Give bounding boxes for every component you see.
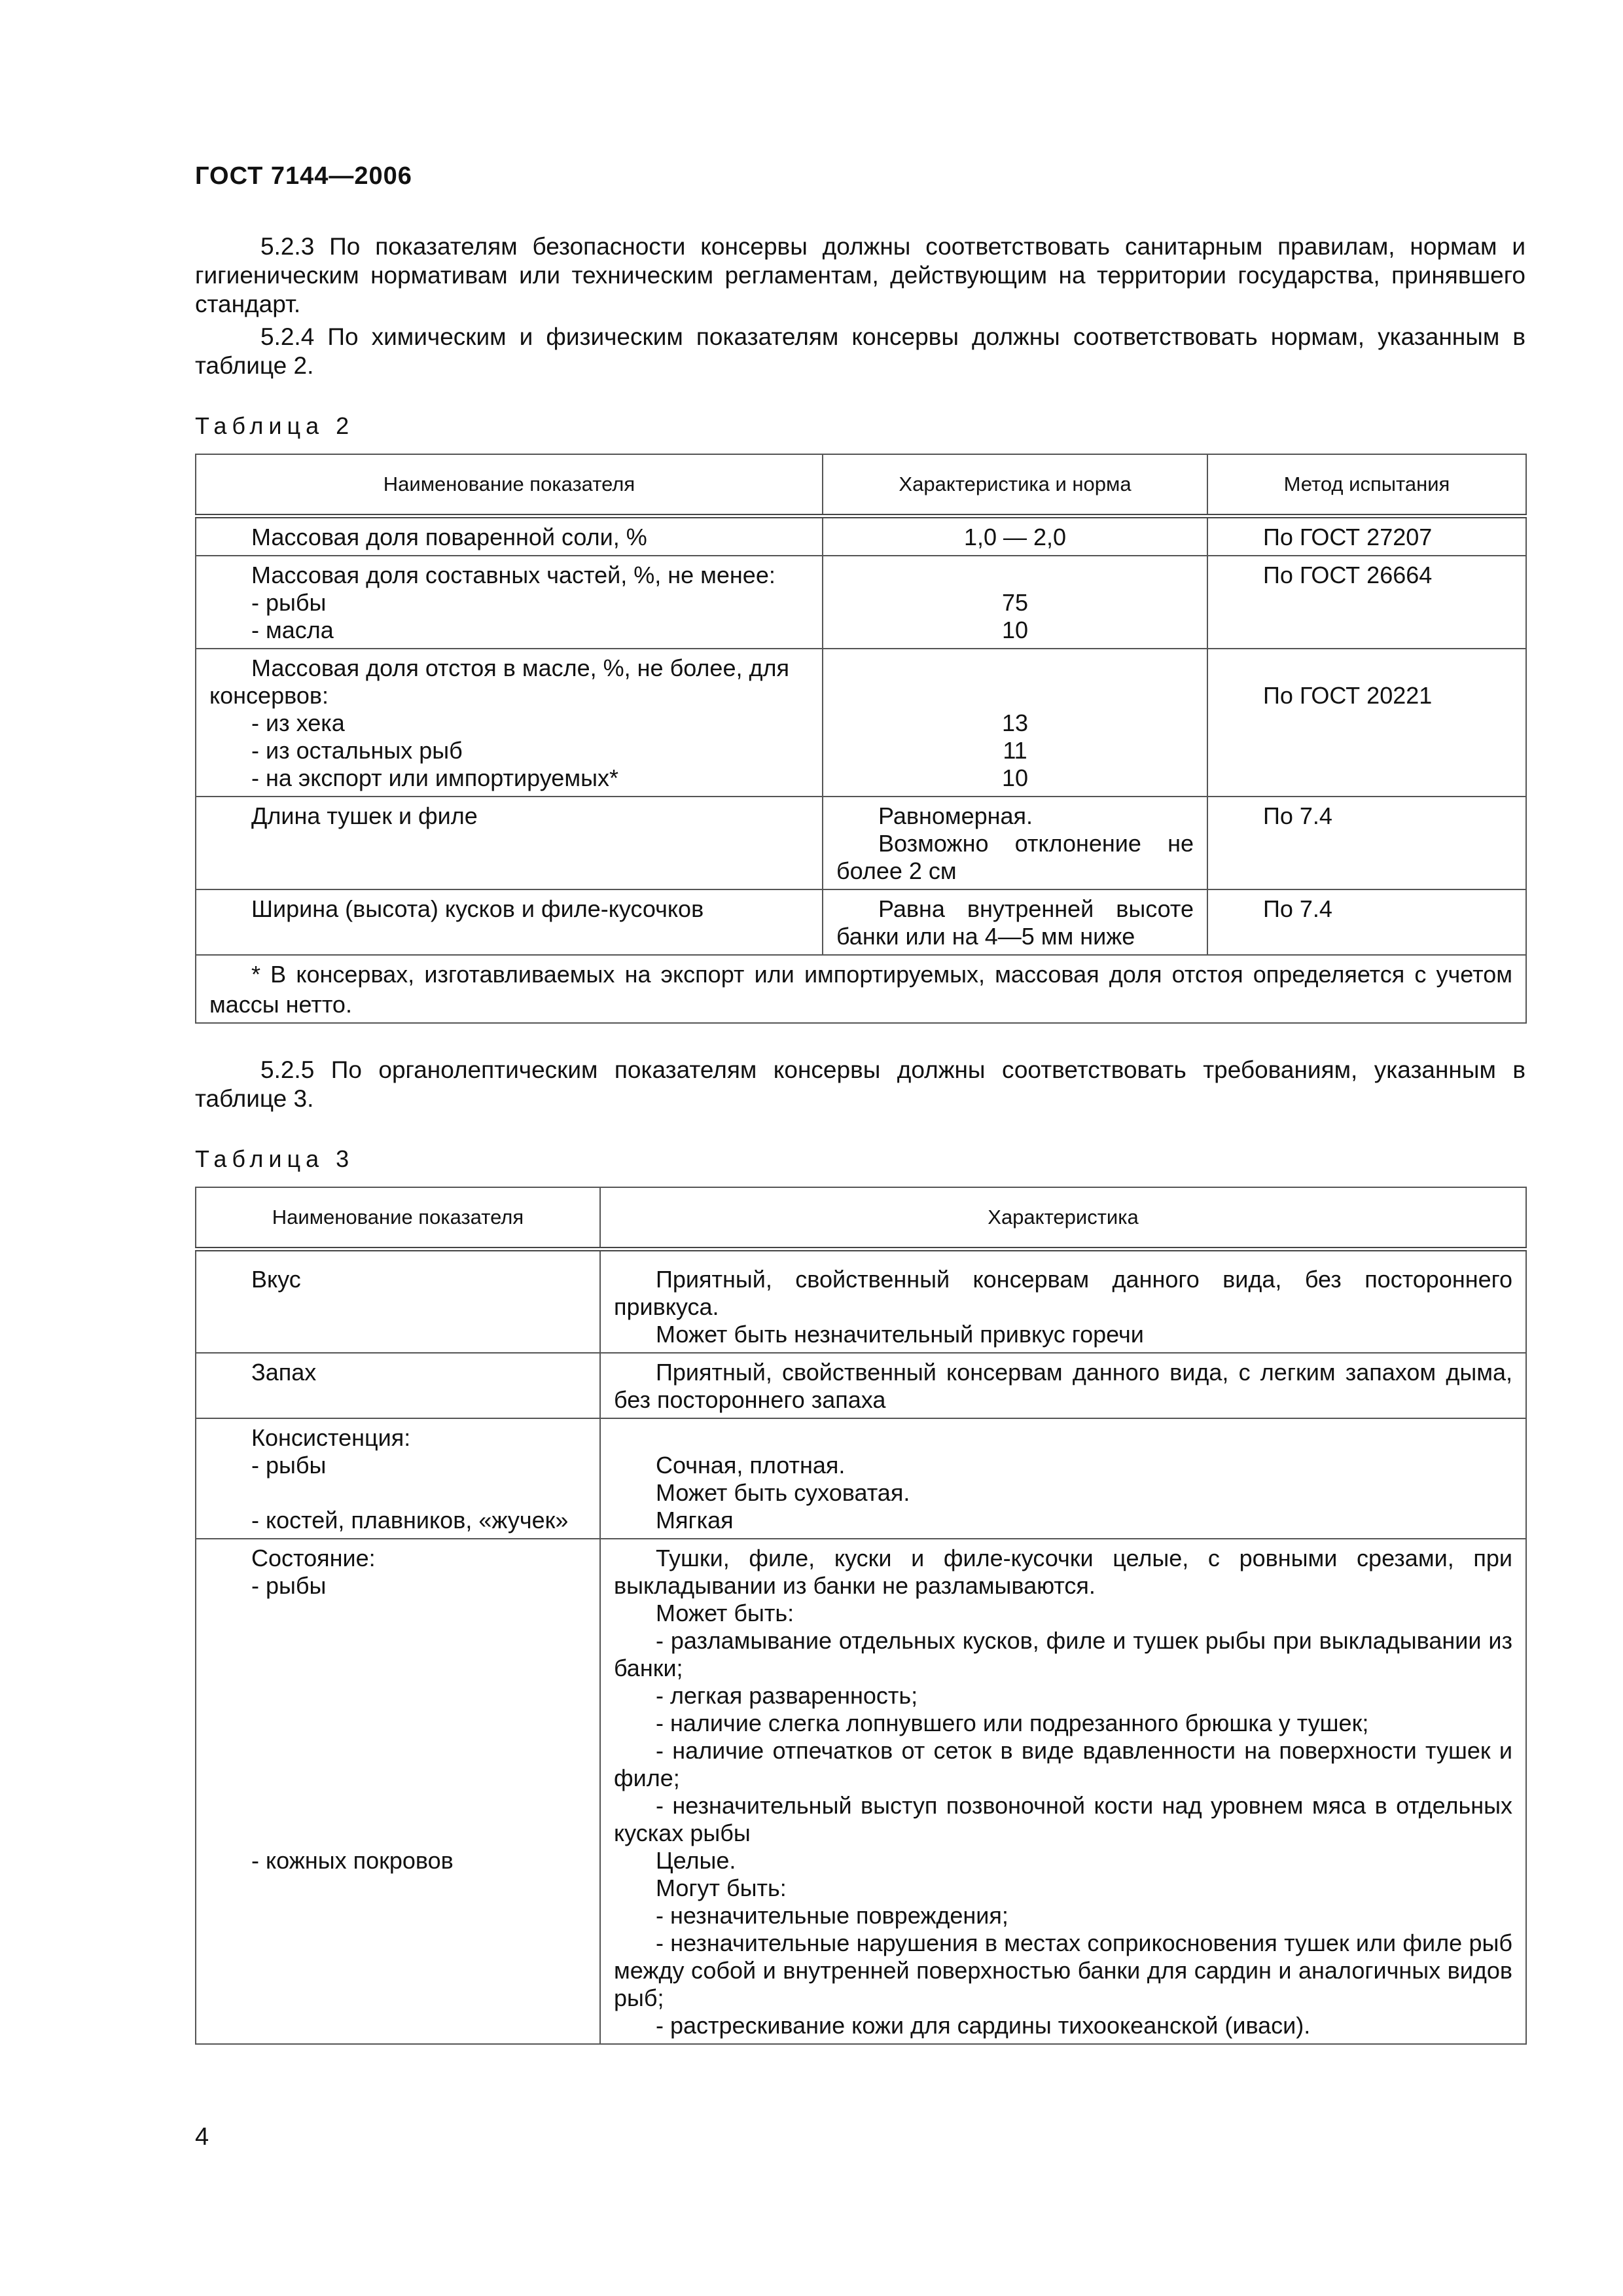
row-text-line: - незначительные нарушения в местах соприкосновения тушек или филе рыб между собой и внутренней поверхностью банки для сардин и аналогичных видов рыб; — [614, 1929, 1512, 2011]
row-name-text: Консистенция: — [251, 1424, 411, 1451]
row-text-line: - незначительный выступ позвоночной кости над уровнем мяса в отдельных кусках рыбы — [614, 1792, 1512, 1846]
row-value-text: 13 — [1001, 709, 1029, 736]
row-value — [823, 516, 1207, 556]
row-subitem: - костей, плавников, «жучек» — [251, 1507, 569, 1534]
row-text-line: - наличие слегка лопнувшего или подрезанного брюшка у тушек; — [656, 1710, 1369, 1736]
paragraph-5-2-3 — [195, 232, 1525, 319]
row-text-line: - легкая разваренность; — [656, 1682, 918, 1709]
row-value-text: Равна внутренней высоте банки или на 4—5 мм ниже — [836, 895, 1194, 950]
row-text-line: - разламывание отдельных кусков, филе и тушек рыбы при выкладывании из банки; — [614, 1627, 1512, 1681]
row-subitem: - масла — [251, 617, 334, 643]
row-subitem: - на экспорт или импортируемых* — [251, 764, 618, 791]
row-text — [600, 1418, 1526, 1539]
row-text-line: Могут быть: — [656, 1874, 787, 1901]
row-subitem: - рыбы — [251, 1452, 327, 1479]
column-header: Наименование показателя — [196, 1187, 600, 1249]
row-value-text: 1,0 — 2,0 — [963, 524, 1067, 550]
row-text-line: - растрескивание кожи для сардины тихоокеанской (иваси). — [656, 2012, 1311, 2039]
table-row — [196, 1353, 1526, 1418]
table-3-caption: Таблица 3 — [195, 1145, 355, 1172]
footnote-text: * В консервах, изготавливаемых на экспорт или импортируемых, массовая доля отстоя определяется с учетом массы нетто. — [209, 961, 1512, 1018]
row-name — [196, 797, 823, 889]
row-value-text: 10 — [1001, 764, 1029, 791]
row-name — [196, 889, 823, 955]
row-method: По 7.4 — [1207, 797, 1526, 889]
row-value — [823, 556, 1207, 649]
row-subitem: - из остальных рыб — [251, 737, 463, 764]
row-name — [196, 516, 823, 556]
column-header: Характеристика — [600, 1187, 1526, 1249]
row-name-text: Ширина (высота) кусков и филе-кусочков — [251, 895, 704, 922]
paragraph-5-2-5 — [195, 1056, 1525, 1113]
table-2-caption: Таблица 2 — [195, 412, 355, 439]
row-name — [196, 1418, 600, 1539]
row-value — [823, 649, 1207, 797]
row-value-text: 11 — [1003, 737, 1027, 764]
table-footnote-row — [196, 955, 1526, 1023]
row-value-text: Равномерная. — [878, 802, 1033, 829]
row-method: По ГОСТ 27207 — [1207, 516, 1526, 556]
row-text-line: Может быть суховатая. — [656, 1479, 910, 1506]
row-name: Вкус — [196, 1249, 600, 1354]
row-text-line: Целые. — [656, 1847, 736, 1874]
row-text-line: - наличие отпечатков от сеток в виде вдавленности на поверхности тушек и филе; — [614, 1737, 1512, 1791]
paragraph-text: 5.2.3 По показателям безопасности консервы должны соответствовать санитарным правилам, нормам и гигиеническим нормативам или техническим регламентам, действующим на территории государства, принявшего стандарт. — [195, 233, 1525, 317]
row-name — [196, 556, 823, 649]
row-method-text: По ГОСТ 20221 — [1263, 682, 1433, 709]
table-3 — [195, 1187, 1527, 2045]
table-header-row — [196, 454, 1526, 516]
table-row — [196, 1418, 1526, 1539]
row-subitem: - рыбы — [251, 589, 327, 616]
table-row — [196, 797, 1526, 889]
paragraph-text: 5.2.4 По химическим и физическим показателям консервы должны соответствовать нормам, указанным в таблице 2. — [195, 323, 1525, 379]
table-row — [196, 516, 1526, 556]
row-value — [823, 797, 1207, 889]
row-name-text: Массовая доля поваренной соли, % — [251, 524, 647, 550]
row-name: Запах — [196, 1353, 600, 1418]
row-text — [600, 1353, 1526, 1418]
row-name-text: Состояние: — [251, 1545, 376, 1571]
document-header: ГОСТ 7144—2006 — [195, 162, 412, 190]
table-2 — [195, 454, 1527, 1024]
row-name-text: Массовая доля составных частей, %, не менее: — [251, 562, 776, 588]
paragraph-text: 5.2.5 По органолептическим показателям консервы должны соответствовать требованиям, указанным в таблице 3. — [195, 1056, 1525, 1112]
table-row — [196, 1249, 1526, 1354]
row-text-line: Приятный, свойственный консервам данного вида, без постороннего привкуса. — [614, 1266, 1512, 1320]
row-value-text: Возможно отклонение не более 2 см — [836, 830, 1194, 884]
row-text-line: Мягкая — [656, 1507, 734, 1534]
row-text-line: Приятный, свойственный консервам данного вида, с легким запахом дыма, без постороннего запаха — [614, 1359, 1512, 1413]
column-header: Метод испытания — [1207, 454, 1526, 516]
row-text-line: Тушки, филе, куски и филе-кусочки целые, с ровными срезами, при выкладывании из банки не разламываются. — [614, 1545, 1512, 1599]
row-text — [600, 1539, 1526, 2044]
page-number: 4 — [195, 2123, 209, 2151]
table-row — [196, 649, 1526, 797]
row-value-text: 75 — [1001, 589, 1029, 616]
column-header: Наименование показателя — [196, 454, 823, 516]
table-row — [196, 1539, 1526, 2044]
row-method — [1207, 649, 1526, 797]
paragraph-5-2-4 — [195, 323, 1525, 380]
row-method: По ГОСТ 26664 — [1207, 556, 1526, 649]
table-header-row — [196, 1187, 1526, 1249]
row-value-text: 10 — [1001, 617, 1029, 643]
row-method: По 7.4 — [1207, 889, 1526, 955]
row-name — [196, 649, 823, 797]
row-name-text: Массовая доля отстоя в масле, %, не более, для консервов: — [209, 655, 789, 709]
column-header: Характеристика и норма — [823, 454, 1207, 516]
row-name-text: Длина тушек и филе — [251, 802, 478, 829]
row-name — [196, 1539, 600, 2044]
row-value — [823, 889, 1207, 955]
row-text-line: Может быть: — [656, 1600, 794, 1626]
row-text-line: Сочная, плотная. — [656, 1452, 846, 1479]
row-text-line: - незначительные повреждения; — [656, 1902, 1008, 1929]
table-row — [196, 556, 1526, 649]
table-footnote — [196, 955, 1526, 1023]
row-text-line: Может быть незначительный привкус горечи — [656, 1321, 1144, 1348]
row-subitem: - рыбы — [251, 1572, 327, 1599]
row-subitem: - кожных покровов — [251, 1847, 454, 1874]
row-subitem: - из хека — [251, 709, 345, 736]
table-row — [196, 889, 1526, 955]
row-text — [600, 1249, 1526, 1354]
